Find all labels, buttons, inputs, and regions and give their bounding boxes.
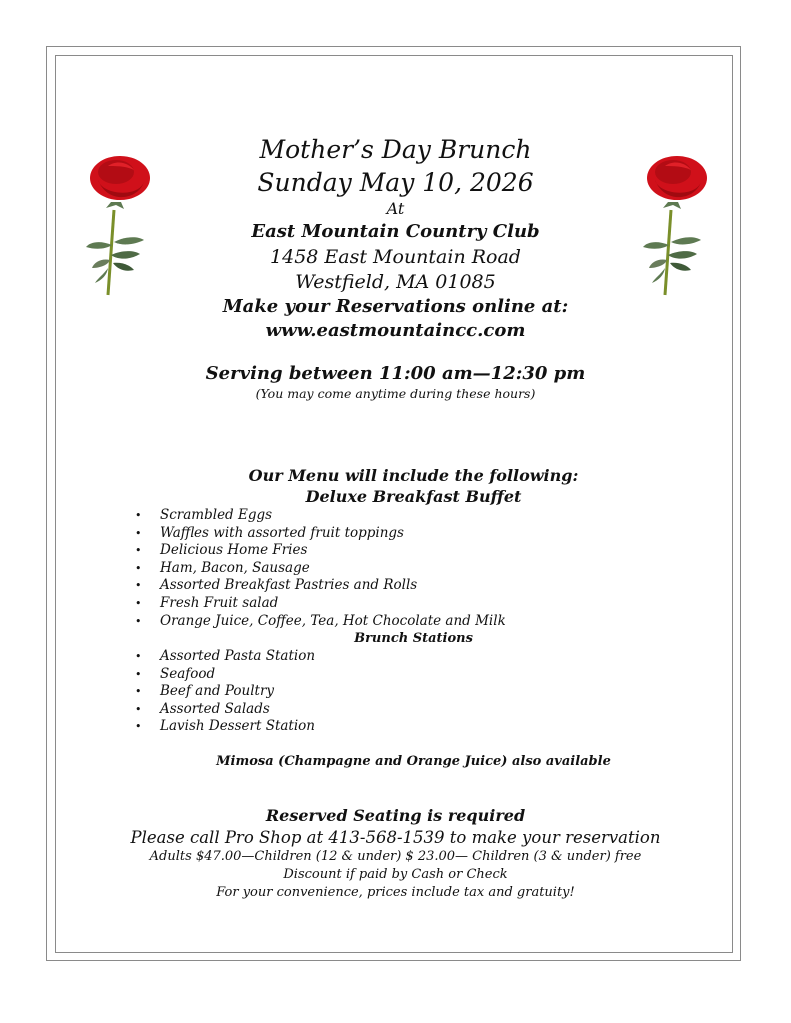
stations-list (135, 648, 315, 736)
list-item: • Lavish Dessert Station (135, 718, 315, 735)
list-item: • Assorted Pasta Station (135, 648, 316, 664)
bullet-icon: • (135, 702, 142, 716)
buffet-list (135, 507, 506, 630)
discount-note: Discount if paid by Cash or Check (283, 867, 508, 882)
bullet-icon: • (135, 685, 142, 699)
bullet-icon: • (135, 596, 142, 610)
list-item: • Assorted Salads (135, 700, 270, 717)
list-item: • Orange Juice, Coffee, Tea, Hot Chocolate and Milk (135, 612, 506, 629)
bullet-icon: • (135, 526, 142, 540)
seating-required: Reserved Seating is required (265, 806, 526, 825)
buffet-heading: Deluxe Breakfast Buffet (305, 487, 522, 506)
address-line-2: Westfield, MA 01085 (295, 271, 496, 293)
serving-hours: Serving between 11:00 am—12:30 pm (205, 363, 586, 384)
mimosa-note: Mimosa (Champagne and Orange Juice) also available (216, 754, 611, 769)
menu-intro: Our Menu will include the following: (248, 466, 579, 485)
bullet-icon: • (135, 614, 142, 628)
stations-heading: Brunch Stations (354, 631, 473, 646)
address-line-1: 1458 East Mountain Road (270, 246, 521, 268)
at-label: At (386, 199, 405, 218)
website-link[interactable]: www.eastmountaincc.com (265, 320, 526, 341)
reservations-online-label: Make your Reservations online at: (222, 296, 569, 317)
list-item: • Fresh Fruit salad (135, 594, 279, 611)
bullet-icon: • (135, 667, 142, 681)
list-item: • Assorted Breakfast Pastries and Rolls (135, 577, 418, 594)
list-item: • Delicious Home Fries (135, 542, 308, 559)
venue-name: East Mountain Country Club (251, 221, 540, 242)
bullet-icon: • (135, 579, 142, 593)
list-item: • Waffles with assorted fruit toppings (135, 524, 404, 541)
list-item: • Scrambled Eggs (135, 507, 273, 523)
bullet-icon: • (135, 544, 142, 558)
bullet-icon: • (135, 509, 142, 522)
list-item: • Seafood (135, 665, 216, 682)
flyer-title: Mother’s Day Brunch (259, 135, 532, 164)
list-item: • Ham, Bacon, Sausage (135, 559, 310, 576)
prices: Adults $47.00—Children (12 & under) $ 23.00— Children (3 & under) free (149, 849, 642, 864)
event-date: Sunday May 10, 2026 (257, 168, 534, 197)
tax-note: For your convenience, prices include tax and gratuity! (216, 885, 575, 900)
bullet-icon: • (135, 650, 142, 663)
bullet-icon: • (135, 720, 142, 734)
serving-note: (You may come anytime during these hours) (255, 386, 536, 401)
list-item: • Beef and Poultry (135, 683, 275, 700)
bullet-icon: • (135, 561, 142, 575)
call-info: Please call Pro Shop at 413-568-1539 to make your reservation (130, 828, 661, 847)
